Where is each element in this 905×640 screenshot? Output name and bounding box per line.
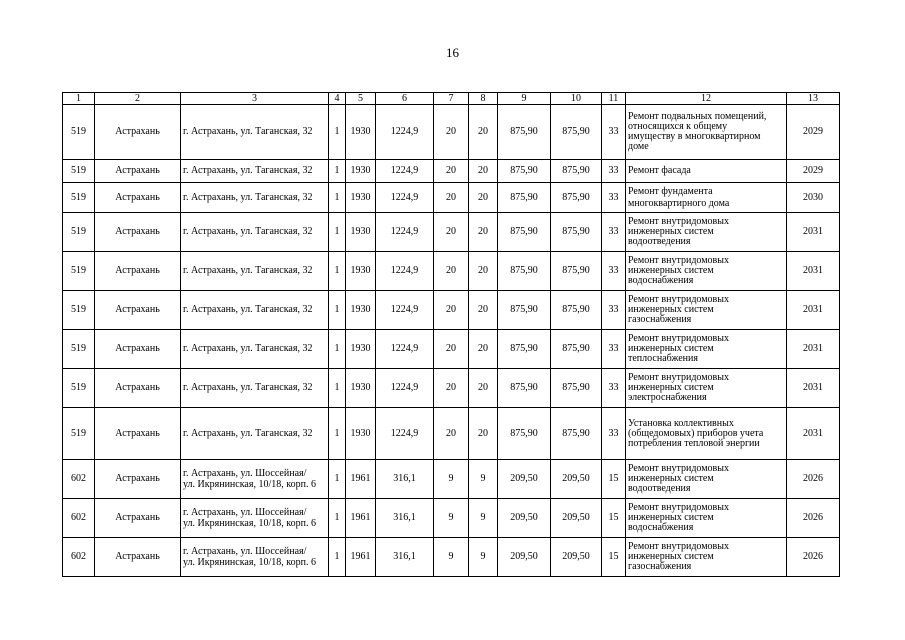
col-10-cell: 209,50 (551, 499, 602, 538)
work-line: газоснабжения (628, 561, 692, 572)
area-cell: 1224,9 (376, 291, 434, 330)
col-9-cell: 875,90 (498, 252, 551, 291)
city-cell: Астрахань (95, 213, 181, 252)
building-number-cell: 519 (63, 160, 95, 183)
planned-year-cell: 2031 (787, 369, 840, 408)
area-cell: 316,1 (376, 460, 434, 499)
col-10-cell: 875,90 (551, 330, 602, 369)
address-line: г. Астрахань, ул. Таганская, 32 (183, 191, 313, 203)
col-9-cell: 209,50 (498, 460, 551, 499)
col-4-cell: 1 (329, 369, 346, 408)
work-type-cell (626, 183, 787, 213)
city-cell: Астрахань (95, 252, 181, 291)
work-type-cell (626, 499, 787, 538)
city-cell: Астрахань (95, 291, 181, 330)
work-line: Ремонт внутридомовых (628, 463, 730, 474)
col-7-cell: 20 (434, 183, 469, 213)
build-year-cell: 1930 (346, 183, 376, 213)
address-cell (181, 499, 329, 538)
work-line: Ремонт подвальных помещений, (628, 111, 767, 122)
planned-year-cell: 2031 (787, 213, 840, 252)
col-11-cell: 15 (602, 499, 626, 538)
col-9-cell: 875,90 (498, 160, 551, 183)
col-9-cell: 875,90 (498, 291, 551, 330)
building-number-cell: 519 (63, 291, 95, 330)
table-row (63, 160, 840, 183)
table-row (63, 291, 840, 330)
work-line: электроснабжения (628, 392, 707, 403)
page-number: 16 (446, 45, 459, 60)
planned-year-cell: 2031 (787, 291, 840, 330)
col-4-cell: 1 (329, 160, 346, 183)
col-9-cell: 875,90 (498, 408, 551, 460)
header-cell: 5 (346, 93, 376, 105)
col-9-cell: 209,50 (498, 538, 551, 577)
work-type-cell (626, 213, 787, 252)
area-cell: 316,1 (376, 538, 434, 577)
table-row (63, 252, 840, 291)
col-9-cell: 875,90 (498, 330, 551, 369)
col-11-cell: 15 (602, 538, 626, 577)
address-cell (181, 538, 329, 577)
address-cell (181, 105, 329, 160)
planned-year-cell: 2026 (787, 460, 840, 499)
col-10-cell: 875,90 (551, 252, 602, 291)
col-4-cell: 1 (329, 538, 346, 577)
city-cell: Астрахань (95, 369, 181, 408)
col-7-cell: 20 (434, 291, 469, 330)
col-7-cell: 20 (434, 252, 469, 291)
header-cell: 4 (329, 93, 346, 105)
address-line: г. Астрахань, ул. Шоссейная/ (183, 506, 307, 518)
city-cell: Астрахань (95, 330, 181, 369)
work-line: Ремонт внутридомовых (628, 372, 730, 383)
col-9-cell: 209,50 (498, 499, 551, 538)
col-9-cell: 875,90 (498, 105, 551, 160)
col-4-cell: 1 (329, 252, 346, 291)
work-line: газоснабжения (628, 314, 692, 325)
address-line: ул. Икрянинская, 10/18, корп. 6 (183, 557, 316, 568)
col-10-cell: 875,90 (551, 105, 602, 160)
address-line: г. Астрахань, ул. Шоссейная/ (183, 467, 307, 479)
header-cell: 8 (469, 93, 498, 105)
work-line: инженерных систем (628, 551, 714, 562)
area-cell: 316,1 (376, 499, 434, 538)
col-8-cell: 20 (469, 291, 498, 330)
col-10-cell: 875,90 (551, 160, 602, 183)
build-year-cell: 1930 (346, 369, 376, 408)
address-cell (181, 460, 329, 499)
col-4-cell: 1 (329, 183, 346, 213)
address-line: г. Астрахань, ул. Таганская, 32 (183, 304, 313, 316)
build-year-cell: 1930 (346, 160, 376, 183)
building-number-cell: 519 (63, 183, 95, 213)
work-type-cell (626, 538, 787, 577)
city-cell: Астрахань (95, 538, 181, 577)
building-number-cell: 519 (63, 330, 95, 369)
work-line: Ремонт внутридомовых (628, 255, 730, 266)
work-line: Ремонт внутридомовых (628, 502, 730, 513)
work-line: инженерных систем (628, 512, 714, 523)
col-4-cell: 1 (329, 408, 346, 460)
header-cell: 2 (95, 93, 181, 105)
col-4-cell: 1 (329, 460, 346, 499)
address-line: г. Астрахань, ул. Таганская, 32 (183, 226, 313, 238)
header-cell: 12 (626, 93, 787, 105)
build-year-cell: 1930 (346, 408, 376, 460)
address-line: г. Астрахань, ул. Таганская, 32 (183, 126, 313, 138)
building-number-cell: 519 (63, 369, 95, 408)
col-8-cell: 20 (469, 213, 498, 252)
col-11-cell: 33 (602, 330, 626, 369)
header-cell: 11 (602, 93, 626, 105)
col-8-cell: 9 (469, 499, 498, 538)
header-cell: 10 (551, 93, 602, 105)
work-line: Установка коллективных (628, 417, 734, 429)
area-cell: 1224,9 (376, 369, 434, 408)
planned-year-cell: 2026 (787, 499, 840, 538)
area-cell: 1224,9 (376, 105, 434, 160)
planned-year-cell: 2029 (787, 160, 840, 183)
address-cell (181, 408, 329, 460)
col-11-cell: 33 (602, 183, 626, 213)
building-number-cell: 519 (63, 213, 95, 252)
building-number-cell: 602 (63, 499, 95, 538)
area-cell: 1224,9 (376, 330, 434, 369)
table-row (63, 105, 840, 160)
work-line: водоотведения (628, 236, 691, 247)
work-line: водоотведения (628, 483, 691, 494)
col-8-cell: 20 (469, 369, 498, 408)
build-year-cell: 1930 (346, 252, 376, 291)
work-line: инженерных систем (628, 343, 714, 354)
header-cell: 13 (787, 93, 840, 105)
col-11-cell: 33 (602, 213, 626, 252)
col-10-cell: 875,90 (551, 291, 602, 330)
work-line: Ремонт внутридомовых (628, 541, 730, 552)
work-line: Ремонт внутридомовых (628, 294, 730, 305)
planned-year-cell: 2030 (787, 183, 840, 213)
work-line: инженерных систем (628, 265, 714, 276)
header-cell: 1 (63, 93, 95, 105)
work-line: Ремонт внутридомовых (628, 333, 730, 344)
col-10-cell: 875,90 (551, 408, 602, 460)
col-11-cell: 33 (602, 408, 626, 460)
table-row (63, 408, 840, 460)
col-11-cell: 33 (602, 105, 626, 160)
col-7-cell: 20 (434, 369, 469, 408)
planned-year-cell: 2026 (787, 538, 840, 577)
work-line: многоквартирного дома (628, 197, 730, 209)
col-8-cell: 9 (469, 538, 498, 577)
building-number-cell: 602 (63, 460, 95, 499)
header-cell: 7 (434, 93, 469, 105)
address-line: г. Астрахань, ул. Шоссейная/ (183, 545, 307, 557)
address-cell (181, 330, 329, 369)
city-cell: Астрахань (95, 160, 181, 183)
table-row (63, 213, 840, 252)
area-cell: 1224,9 (376, 213, 434, 252)
planned-year-cell: 2031 (787, 330, 840, 369)
address-line: г. Астрахань, ул. Таганская, 32 (183, 427, 313, 439)
col-8-cell: 20 (469, 105, 498, 160)
address-cell (181, 213, 329, 252)
col-7-cell: 9 (434, 460, 469, 499)
col-4-cell: 1 (329, 105, 346, 160)
city-cell: Астрахань (95, 183, 181, 213)
work-line: Ремонт фундамента (628, 185, 713, 197)
col-8-cell: 20 (469, 160, 498, 183)
table-row (63, 460, 840, 499)
building-number-cell: 602 (63, 538, 95, 577)
work-line: Ремонт фасада (628, 165, 691, 176)
area-cell: 1224,9 (376, 183, 434, 213)
capital-repair-table (62, 92, 840, 577)
work-line: потребления тепловой энергии (628, 437, 760, 449)
work-type-cell (626, 252, 787, 291)
build-year-cell: 1961 (346, 460, 376, 499)
city-cell: Астрахань (95, 408, 181, 460)
col-7-cell: 20 (434, 408, 469, 460)
city-cell: Астрахань (95, 105, 181, 160)
header-cell: 9 (498, 93, 551, 105)
address-line: г. Астрахань, ул. Таганская, 32 (183, 382, 313, 394)
col-11-cell: 15 (602, 460, 626, 499)
col-7-cell: 20 (434, 213, 469, 252)
build-year-cell: 1930 (346, 291, 376, 330)
planned-year-cell: 2031 (787, 408, 840, 460)
col-8-cell: 20 (469, 183, 498, 213)
work-type-cell (626, 160, 787, 183)
col-9-cell: 875,90 (498, 183, 551, 213)
work-type-cell (626, 408, 787, 460)
address-line: г. Астрахань, ул. Таганская, 32 (183, 265, 313, 277)
col-11-cell: 33 (602, 252, 626, 291)
build-year-cell: 1961 (346, 499, 376, 538)
col-4-cell: 1 (329, 291, 346, 330)
col-10-cell: 209,50 (551, 460, 602, 499)
col-7-cell: 20 (434, 330, 469, 369)
address-line: ул. Икрянинская, 10/18, корп. 6 (183, 518, 316, 529)
work-line: Ремонт внутридомовых (628, 216, 730, 227)
header-cell: 3 (181, 93, 329, 105)
work-line: доме (628, 141, 649, 152)
col-10-cell: 209,50 (551, 538, 602, 577)
table-row (63, 369, 840, 408)
city-cell: Астрахань (95, 499, 181, 538)
build-year-cell: 1930 (346, 213, 376, 252)
col-4-cell: 1 (329, 330, 346, 369)
area-cell: 1224,9 (376, 408, 434, 460)
work-type-cell (626, 460, 787, 499)
work-line: водоснабжения (628, 275, 694, 286)
col-7-cell: 9 (434, 499, 469, 538)
work-type-cell (626, 330, 787, 369)
city-cell: Астрахань (95, 460, 181, 499)
build-year-cell: 1930 (346, 330, 376, 369)
address-line: г. Астрахань, ул. Таганская, 32 (183, 343, 313, 355)
col-10-cell: 875,90 (551, 213, 602, 252)
address-line: ул. Икрянинская, 10/18, корп. 6 (183, 479, 316, 490)
work-type-cell (626, 369, 787, 408)
work-line: имуществу в многоквартирном (628, 131, 761, 142)
work-line: водоснабжения (628, 522, 694, 533)
header-cell: 6 (376, 93, 434, 105)
work-line: инженерных систем (628, 304, 714, 315)
address-cell (181, 369, 329, 408)
col-8-cell: 20 (469, 408, 498, 460)
col-9-cell: 875,90 (498, 369, 551, 408)
area-cell: 1224,9 (376, 160, 434, 183)
col-11-cell: 33 (602, 160, 626, 183)
planned-year-cell: 2029 (787, 105, 840, 160)
work-line: теплоснабжения (628, 353, 698, 364)
work-type-cell (626, 105, 787, 160)
work-line: (общедомовых) приборов учета (628, 427, 764, 439)
work-type-cell (626, 291, 787, 330)
col-8-cell: 9 (469, 460, 498, 499)
address-cell (181, 291, 329, 330)
col-9-cell: 875,90 (498, 213, 551, 252)
table-row (63, 538, 840, 577)
build-year-cell: 1930 (346, 105, 376, 160)
header-row (63, 93, 840, 105)
work-line: инженерных систем (628, 473, 714, 484)
address-cell (181, 183, 329, 213)
area-cell: 1224,9 (376, 252, 434, 291)
building-number-cell: 519 (63, 105, 95, 160)
table-row (63, 183, 840, 213)
col-8-cell: 20 (469, 330, 498, 369)
col-8-cell: 20 (469, 252, 498, 291)
work-line: инженерных систем (628, 382, 714, 393)
build-year-cell: 1961 (346, 538, 376, 577)
building-number-cell: 519 (63, 252, 95, 291)
col-4-cell: 1 (329, 499, 346, 538)
building-number-cell: 519 (63, 408, 95, 460)
col-11-cell: 33 (602, 291, 626, 330)
planned-year-cell: 2031 (787, 252, 840, 291)
address-cell (181, 160, 329, 183)
col-7-cell: 9 (434, 538, 469, 577)
table-row (63, 330, 840, 369)
work-line: инженерных систем (628, 226, 714, 237)
col-7-cell: 20 (434, 160, 469, 183)
work-line: относящихся к общему (628, 121, 728, 132)
col-10-cell: 875,90 (551, 369, 602, 408)
col-10-cell: 875,90 (551, 183, 602, 213)
address-cell (181, 252, 329, 291)
table-row (63, 499, 840, 538)
col-7-cell: 20 (434, 105, 469, 160)
address-line: г. Астрахань, ул. Таганская, 32 (183, 165, 313, 177)
col-4-cell: 1 (329, 213, 346, 252)
col-11-cell: 33 (602, 369, 626, 408)
